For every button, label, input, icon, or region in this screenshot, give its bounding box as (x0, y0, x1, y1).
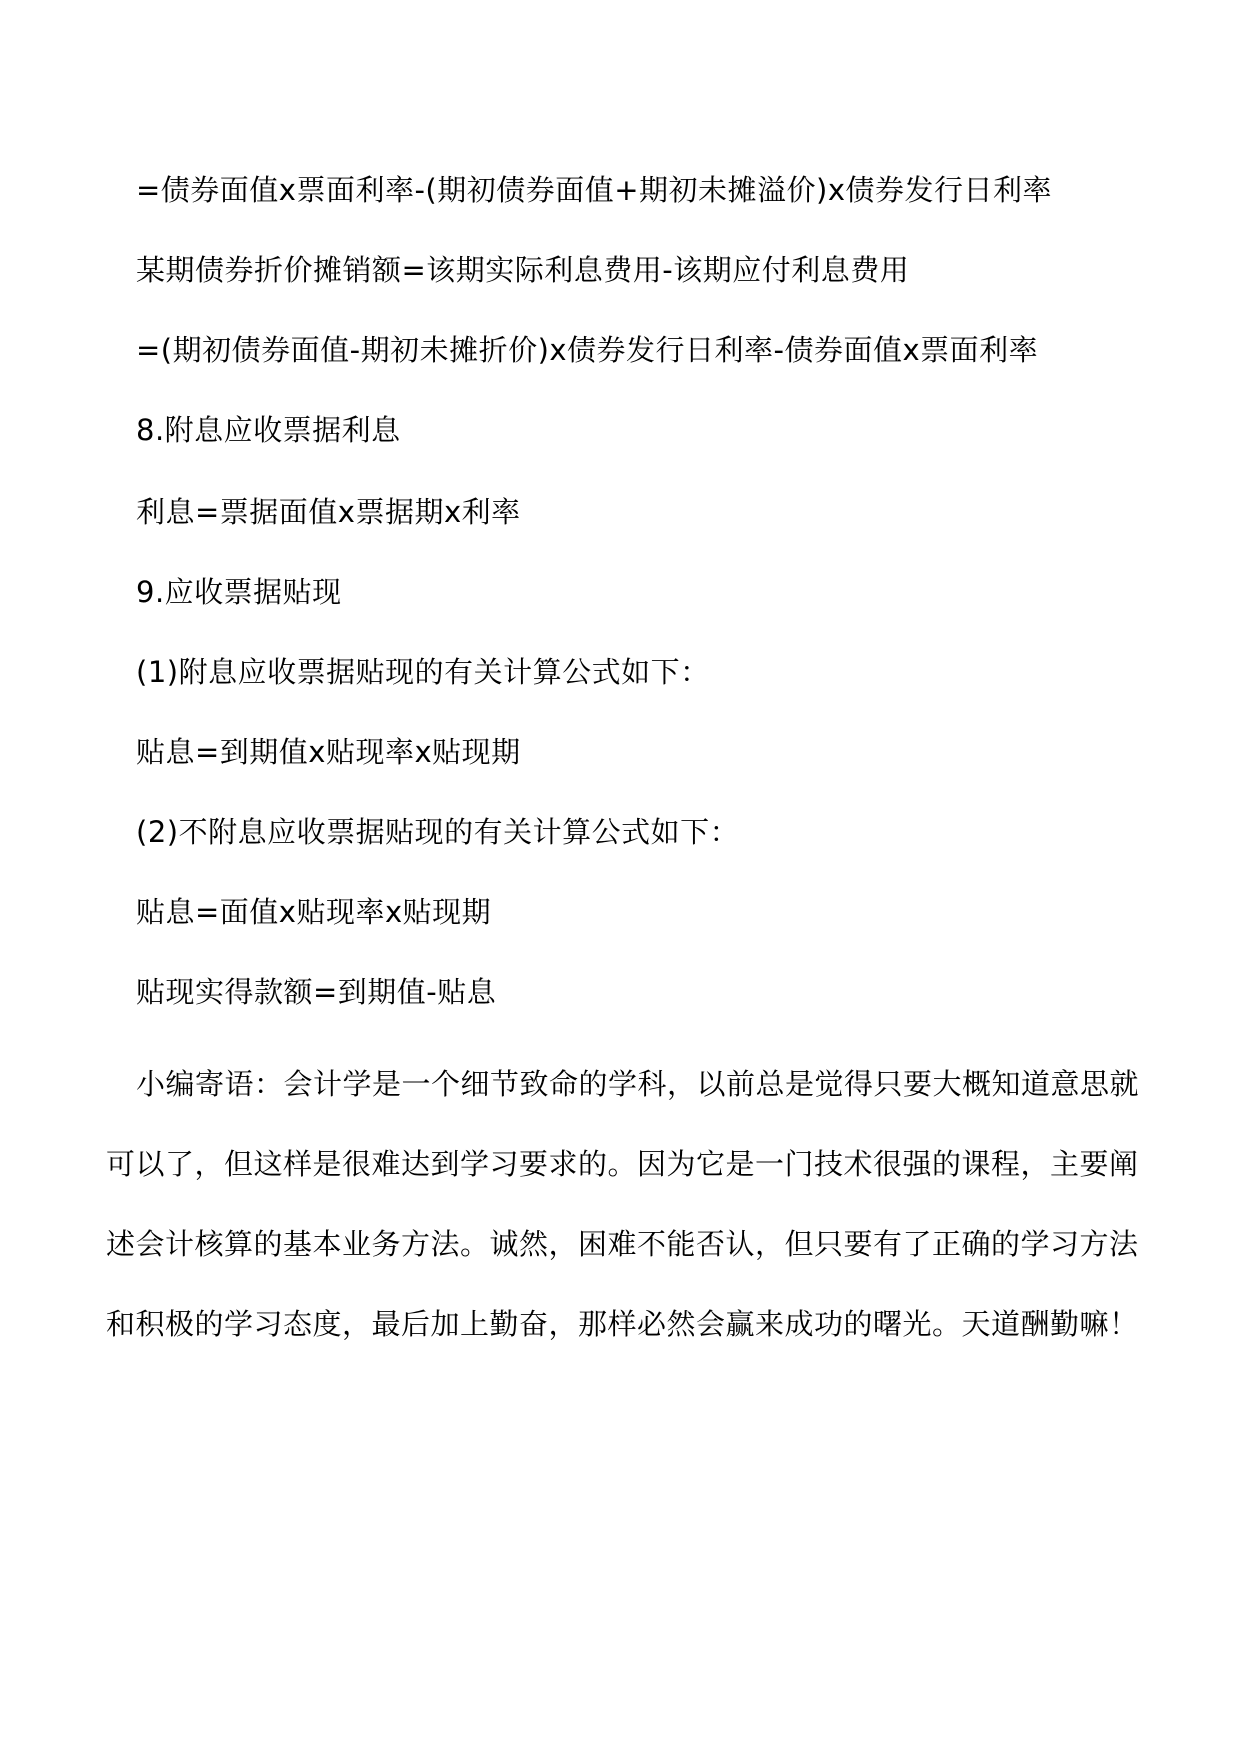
formula-line: =(期初债券面值-期初未摊折价)x债券发行日利率-债券面值x票面利率 (136, 333, 1039, 367)
closing-paragraph-line: 和积极的学习态度，最后加上勤奋，那样必然会赢来成功的曙光。天道酬勤嘛！ (106, 1307, 1139, 1341)
formula-line: 利息=票据面值x票据期x利率 (136, 495, 521, 529)
section-heading: 9.应收票据贴现 (136, 575, 342, 609)
formula-line: 贴息=面值x贴现率x贴现期 (136, 895, 492, 929)
formula-line: =债券面值x票面利率-(期初债券面值+期初未摊溢价)x债券发行日利率 (136, 173, 1053, 207)
closing-paragraph-line: 小编寄语：会计学是一个细节致命的学科，以前总是觉得只要大概知道意思就 (136, 1067, 1140, 1101)
formula-line: 贴现实得款额=到期值-贴息 (136, 975, 497, 1009)
formula-line: 贴息=到期值x贴现率x贴现期 (136, 735, 521, 769)
section-heading: 8.附息应收票据利息 (136, 413, 401, 447)
formula-line: 某期债券折价摊销额=该期实际利息费用-该期应付利息费用 (136, 253, 910, 287)
closing-paragraph-line: 述会计核算的基本业务方法。诚然，困难不能否认，但只要有了正确的学习方法 (106, 1227, 1139, 1261)
subsection-heading: (2)不附息应收票据贴现的有关计算公式如下： (136, 815, 740, 849)
closing-paragraph-line: 可以了，但这样是很难达到学习要求的。因为它是一门技术很强的课程，主要阐 (106, 1147, 1139, 1181)
subsection-heading: (1)附息应收票据贴现的有关计算公式如下： (136, 655, 710, 689)
